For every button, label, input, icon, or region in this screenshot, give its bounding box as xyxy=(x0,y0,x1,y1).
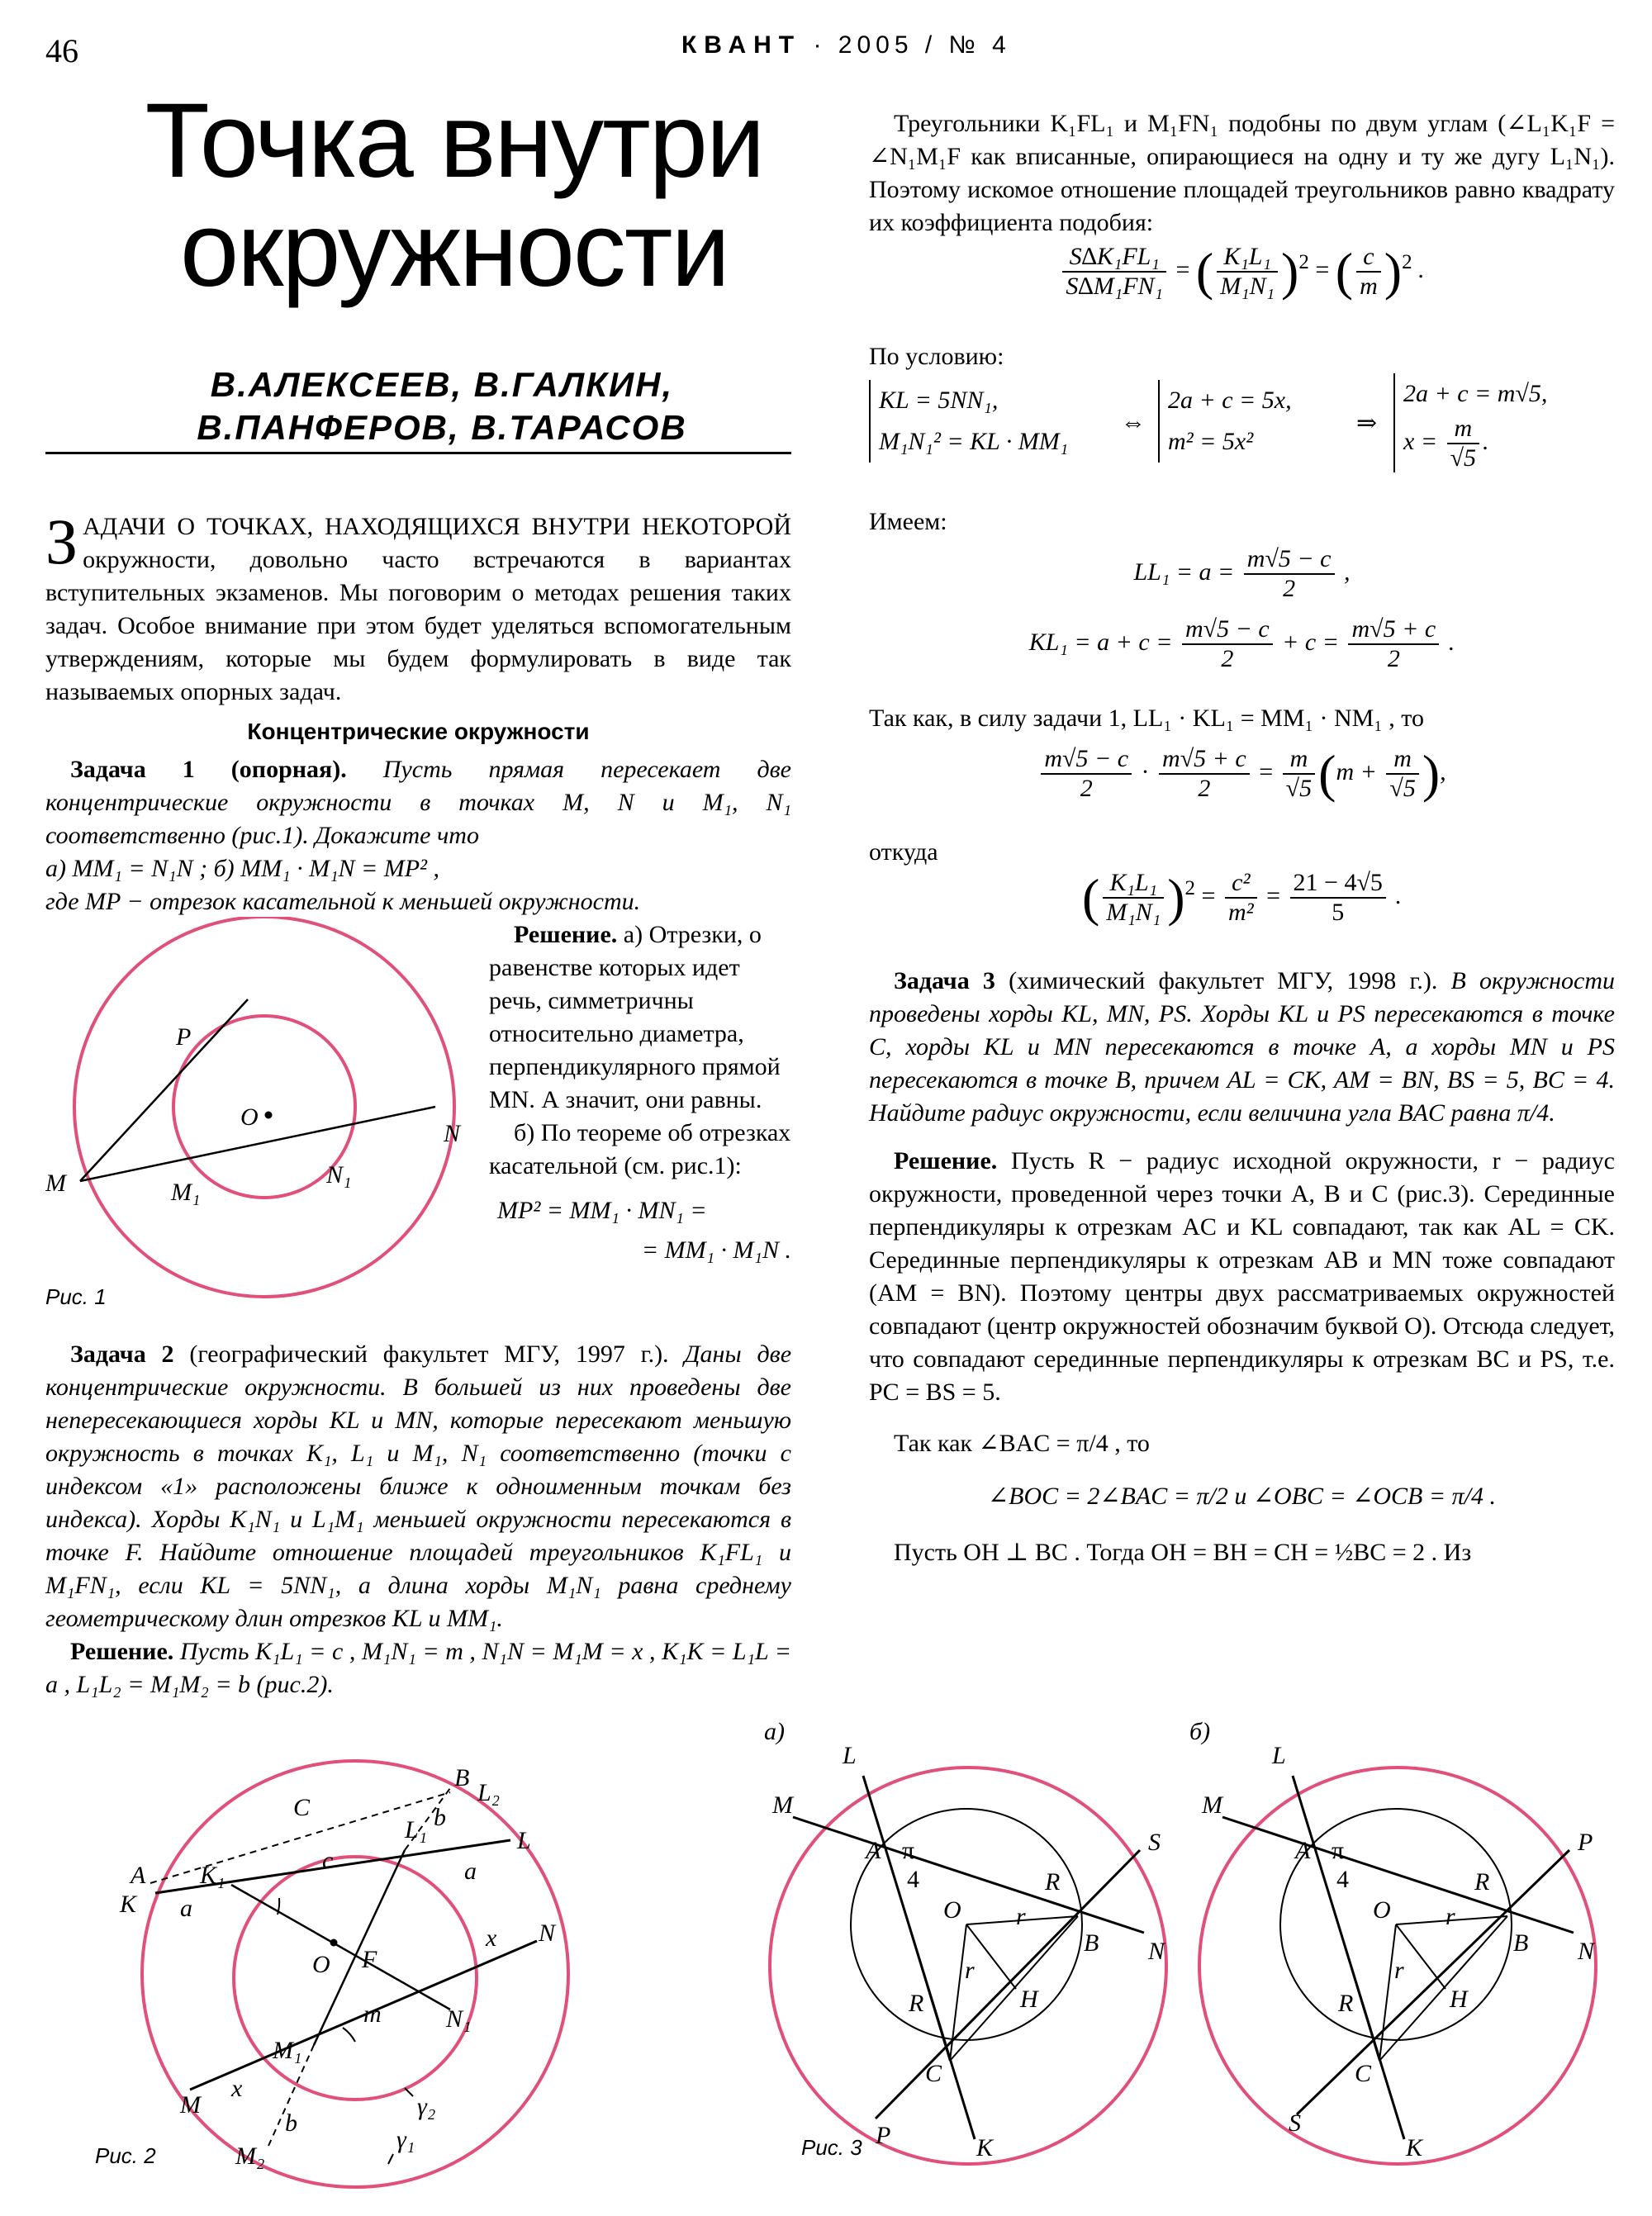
system-2-b: m² = 5x² xyxy=(1168,428,1254,455)
drop-cap: З xyxy=(45,505,78,577)
fig3b-label-A: A xyxy=(1295,1837,1311,1864)
fig2-label-a-right: a xyxy=(464,1858,477,1885)
ratio-c: c xyxy=(1356,243,1381,273)
dot-op: · xyxy=(1141,757,1150,785)
equation-angles: ∠BOC = 2∠BAC = π/2 и ∠OBC = ∠OCB = π/4 . xyxy=(988,1483,1496,1510)
ratio-mid-den: M₁N₁ xyxy=(1220,273,1275,300)
eq-KL1-plus: + c = xyxy=(1282,628,1339,656)
paren-open: ( xyxy=(1195,242,1214,301)
square-1: 2 xyxy=(1298,250,1309,273)
fig3a-label-R-left: R xyxy=(909,1990,924,2017)
eq-sign-4: = xyxy=(1201,881,1216,909)
fig2-label-M1: M₁ xyxy=(273,2037,302,2064)
fig2-label-K1: K₁ xyxy=(200,1862,225,1889)
problem-1-items: а) MM₁ = N₁N ; б) MM₁ · M₁N = MP² , xyxy=(45,855,440,882)
fig2-label-O: O xyxy=(312,1951,330,1978)
eq-LL1-num: m√5 − c xyxy=(1244,545,1335,575)
eq-sign: = xyxy=(1175,255,1190,283)
figure-3b-label: б) xyxy=(1189,1718,1211,1745)
fig3a-label-4: 4 xyxy=(907,1866,919,1893)
fig2-label-C: C xyxy=(293,1794,311,1821)
authors-line-1: В.АЛЕКСЕЕВ, В.ГАЛКИН, xyxy=(210,365,674,404)
eq-final-den1: M₁N₁ xyxy=(1106,899,1161,926)
eq-prod-frac1 xyxy=(1041,745,1132,803)
fig2-label-a-left: a xyxy=(180,1895,192,1922)
system-3-a: 2a + c = m√5, xyxy=(1403,380,1548,407)
eq-prod-m: m xyxy=(1283,745,1315,775)
ratio-den: S∆M₁FN₁ xyxy=(1066,273,1163,300)
fig3b-label-4: 4 xyxy=(1336,1866,1349,1893)
fig3b-label-B: B xyxy=(1513,1929,1529,1957)
paren-open-4: ( xyxy=(1082,868,1100,927)
problem-1-text: Пусть прямая пересекает две концентрические окружности в точках M, N и M₁, N₁ соответственно (рис.1). Докажите что xyxy=(45,756,791,849)
solution-1-eq2: = MM₁ · M₁N . xyxy=(641,1236,791,1264)
system-2-a: 2a + c = 5x, xyxy=(1168,387,1292,414)
fig2-label-N: N xyxy=(539,1919,556,1947)
problem-3-text: В окружности проведены хорды KL, MN, PS. Хорды KL и PS пересекаются в точке C, хорды KL и MN пересекаются в точке A, а хорды MN и PS пересекаются в точке B, причем AL = CK, AM = BN, BS = 5, BC = 4. Найдите радиус окружности, если величина угла BAC равна π/4. xyxy=(869,967,1615,1127)
fig2-label-M2: M₂ xyxy=(235,2142,265,2170)
fig3a-label-pi: π xyxy=(902,1837,915,1864)
fig3b-label-P: P xyxy=(1578,1829,1593,1856)
fig2-angle-arc-M1 xyxy=(343,2028,355,2042)
eq-KL1-den1: 2 xyxy=(1221,645,1234,672)
paren-open-3: ( xyxy=(1318,744,1336,803)
fig3b-label-r-top: r xyxy=(1446,1903,1455,1930)
eq-sign-2: = xyxy=(1315,255,1330,283)
fig2-center-dot xyxy=(330,1939,338,1947)
fig3b-label-H: H xyxy=(1450,1986,1468,2013)
solution-2-text: Пусть K₁L₁ = c , M₁N₁ = m , N₁N = M₁M = x , K₁K = L₁L = a , L₁L₂ = M₁M₂ = b (рис.2). xyxy=(45,1638,791,1698)
fig3a-label-B: B xyxy=(1084,1929,1099,1957)
ratio-frac-cm xyxy=(1356,243,1381,301)
eq-KL1-frac1 xyxy=(1182,615,1273,673)
solution-3-text: Пусть R − радиус исходной окружности, r − радиус окружности, проведенной через точки A, B и C (рис.3). Серединные перпендикуляры к отрезкам AC и KL совпадают, так как AL = CK. Серединные перпендикуляры к отрезкам AB и MN тоже совпадают (AM = BN). Поэтому центры двух рассматриваемых окружностей совпадают (центр окружностей обозначим буквой O). Отсюда следует, что совпадают серединные перпендикуляры к отрезкам BC и PS, т.е. PC = BS = 5. xyxy=(869,1147,1616,1406)
fig3a-side-CA xyxy=(890,1865,950,2061)
solution-1-b: б) По теореме об отрезках касательной (см. рис.1): xyxy=(489,1119,791,1179)
ratio-frac-k xyxy=(1217,243,1278,301)
authors-line-2: В.ПАНФЕРОВ, В.ТАРАСОВ xyxy=(197,408,687,447)
fig2-label-m: m xyxy=(363,2000,382,2028)
system-3-b-lhs: x = xyxy=(1403,427,1438,455)
figure-2 xyxy=(116,1751,586,2197)
fig3a-label-r-mid: r xyxy=(965,1957,975,1984)
fig3a-label-K: K xyxy=(976,2134,994,2161)
square-2: 2 xyxy=(1402,250,1412,273)
ratio-num: S∆K₁FL₁ xyxy=(1062,243,1166,273)
last-line: Пусть OH ⊥ BC . Тогда OH = BH = CH = ½BC = 2 . Из xyxy=(894,1539,1472,1566)
fig2-label-M: M xyxy=(180,2091,201,2119)
solution-3-label: Решение. xyxy=(894,1147,998,1174)
problem-3-label: Задача 3 xyxy=(894,967,995,994)
problem-2-source: (географический факультет МГУ, 1997 г.). xyxy=(189,1341,669,1368)
eq-prod-frac3 xyxy=(1283,745,1315,803)
fig2-label-L: L xyxy=(517,1827,531,1854)
system-equations xyxy=(869,380,1615,487)
similarity-paragraph: Треугольники K₁FL₁ и M₁FN₁ подобны по двум углам (∠L₁K₁F = ∠N₁M₁F как вписанные, опирающиеся на одну и ту же дугу L₁N₁). Поэтому искомое отношение площадей треугольников равно квадрату их коэффициента подобия: xyxy=(869,110,1615,236)
fig3b-label-O: O xyxy=(1373,1896,1391,1924)
fig1-outer-circle xyxy=(74,917,454,1297)
eq-LL1-frac xyxy=(1244,545,1335,603)
eq-final-frac2 xyxy=(1225,869,1257,927)
figure-1-caption: Рис. 1 xyxy=(45,1284,107,1309)
fig3b-label-C: C xyxy=(1355,2060,1372,2087)
fig3b-label-M: M xyxy=(1202,1791,1222,1819)
paren-close: ) xyxy=(1281,242,1299,301)
eq-prod-num1: m√5 − c xyxy=(1041,745,1132,775)
paren-close-3: ) xyxy=(1422,744,1441,803)
fig2-label-b-bottom: b xyxy=(285,2109,297,2137)
eq-prod-frac2 xyxy=(1159,745,1250,803)
fig3b-side-BC xyxy=(1379,1916,1507,2061)
problem-2-continued xyxy=(869,107,1615,240)
equation-LL1: LL₁ = a = $\frac{m√5 - c}{2}$ , xyxy=(1133,545,1351,602)
fig3b-label-K: K xyxy=(1406,2134,1423,2161)
fig3a-label-L: L xyxy=(843,1742,857,1769)
page-number: 46 xyxy=(45,32,78,69)
eq-prod-frac4 xyxy=(1386,745,1418,803)
ratio-mid-num: K₁L₁ xyxy=(1217,243,1278,273)
paren-close-4: ) xyxy=(1167,868,1185,927)
fig1-label-P: P xyxy=(176,1023,192,1051)
fig1-label-M1: M₁ xyxy=(171,1179,201,1206)
ratio-frac-s xyxy=(1062,243,1166,301)
eq-prod-den2: 2 xyxy=(1198,775,1211,802)
title-line-1: Точка внутри xyxy=(145,82,764,200)
equation-KL1: KL₁ = a + c = $\frac{m√5 - c}{2}$ + c = $\frac{m√5 + c}{2}$ . xyxy=(1028,615,1455,672)
journal-name: КВАНТ xyxy=(681,31,802,59)
intro-text: АДАЧИ О ТОЧКАХ, НАХОДЯЩИХСЯ ВНУТРИ НЕКОТОРОЙ окружности, довольно часто встречаются в вариантах вступительных экзаменов. Мы поговорим о методах решения таких задач. Особое внимание при этом будет уделяться вспомогательным утверждениям, которые мы будем формулировать в виде так называемых опорных задач. xyxy=(45,513,791,705)
since-task1: Так как, в силу задачи 1, LL₁ · KL₁ = MM₁ · NM₁ , то xyxy=(869,705,1424,732)
issue-number: · 2005 / № 4 xyxy=(813,31,1011,59)
paren-close-2: ) xyxy=(1384,242,1403,301)
fig3a-label-R-top: R xyxy=(1045,1868,1061,1896)
figure-3a-label: а) xyxy=(764,1718,785,1745)
fig3b-label-r-mid: r xyxy=(1394,1957,1404,1984)
fig2-label-F: F xyxy=(362,1946,377,1973)
fig2-label-b-top: b xyxy=(434,1804,446,1831)
eq-KL1-num2: m√5 + c xyxy=(1348,615,1439,645)
fig3a-side-BC xyxy=(950,1916,1078,2061)
fig3b-label-R-left: R xyxy=(1338,1990,1354,2017)
fig3a-label-C: C xyxy=(925,2060,942,2087)
fig1-center-dot xyxy=(265,1112,273,1119)
fig2-label-gamma1: γ₁ xyxy=(396,2126,415,2153)
paren-open-2: ( xyxy=(1335,242,1354,301)
problem-1 xyxy=(45,753,791,918)
running-header xyxy=(681,31,1011,59)
ratio-m: m xyxy=(1360,273,1378,300)
equation-final: ( $\frac{\text{K₁L₁}}{\text{M₁N₁}}$ )$^2$ = $\frac{\text{c²}}{\text{m²}}$ = $\frac{21 - 4√5}{5}$ . xyxy=(1082,868,1402,927)
system-3-num: m xyxy=(1447,415,1479,444)
fig2-outer-circle xyxy=(142,1761,568,2187)
fig3a-label-M: M xyxy=(772,1791,793,1819)
fig3a-label-O: O xyxy=(943,1896,961,1924)
eq-final-frac3 xyxy=(1290,869,1386,927)
eq-prod-den1: 2 xyxy=(1080,775,1093,802)
title-rule xyxy=(45,452,791,454)
problem-3 xyxy=(869,965,1615,1569)
have-label: Имеем: xyxy=(869,508,947,535)
whence: откуда xyxy=(869,838,938,866)
eq-prod-sqrt5: √5 xyxy=(1285,775,1313,802)
fig3a-label-P: P xyxy=(876,2122,891,2149)
fig2-label-gamma2: γ₂ xyxy=(417,2093,436,2120)
fig3b-label-N: N xyxy=(1578,1938,1595,1965)
authors xyxy=(99,363,785,449)
fig2-inner-circle xyxy=(234,1857,477,2100)
fig1-label-N1: N₁ xyxy=(326,1161,352,1189)
since-bac: Так как ∠BAC = π/4 , то xyxy=(894,1430,1150,1457)
fig2-label-A: A xyxy=(131,1862,146,1889)
implies-arrow: ⇒ xyxy=(1356,410,1378,437)
fig1-label-O: O xyxy=(240,1103,259,1131)
eq-sign-5: = xyxy=(1266,881,1281,909)
problem-2-text: Даны две концентрические окружности. В большей из них проведены две непересекающиеся хорды KL и MN, которые пересекают меньшую окружность в точках K₁, L₁ и M₁, N₁ соответственно (точки с индексом «1» расположены ближе к одноименным точкам без индекса). Хорды K₁N₁ и L₁M₁ меньшей окружности пересекаются в точке F. Найдите отношение площадей треугольников K₁FL₁ и M₁FN₁, если KL = 5NN₁, а длина хорды M₁N₁ равна среднему геометрическому длин отрезков KL и MM₁. xyxy=(45,1341,792,1632)
fig2-label-L2: L₂ xyxy=(477,1779,501,1806)
eq-final-frac1 xyxy=(1103,869,1164,927)
fig1-tangent-line xyxy=(80,999,248,1181)
figure-3-caption: Рис. 3 xyxy=(801,2135,862,2160)
fig2-chord-K1N1 xyxy=(231,1885,450,2010)
square-3: 2 xyxy=(1184,876,1196,899)
system-3 xyxy=(1393,373,1547,472)
equation-area-ratio: $\frac{\text{S∆K₁FL₁}}{\text{S∆M₁FN₁}}$ = ( $\frac{\text{K₁L₁}}{\text{M₁N₁}}$ )$^2$ = ( $\frac{c}{m}$ )$^2$ . xyxy=(869,241,1615,340)
eq-final-den3: 5 xyxy=(1332,899,1345,926)
system-1-b: M₁N₁² = KL · MM₁ xyxy=(879,428,1069,455)
problem-3-source: (химический факультет МГУ, 1998 г.). xyxy=(1009,967,1438,994)
system-2 xyxy=(1158,380,1292,463)
eq-prod-sqrt5-2: √5 xyxy=(1389,775,1416,802)
fig2-label-B: B xyxy=(454,1764,470,1791)
system-1-a: KL = 5NN₁, xyxy=(879,387,999,414)
eq-final-num1: K₁L₁ xyxy=(1103,869,1164,899)
equiv-arrow: ⇔ xyxy=(1121,409,1146,436)
intro-paragraph xyxy=(45,505,791,709)
problem-2-label: Задача 2 xyxy=(70,1341,174,1368)
fig2-label-x-left: x xyxy=(231,2075,243,2102)
fig2-label-K: K xyxy=(120,1891,137,1918)
fig3b-label-R-top: R xyxy=(1474,1868,1490,1896)
eq-KL1-den2: 2 xyxy=(1387,645,1400,672)
equation-product: $\frac{m√5 - c}{2}$ · $\frac{m√5 + c}{2}$ = $\frac{m}{√5}$ (m + $\frac{m}{√5}$ ), xyxy=(869,743,1615,804)
system-3-b: x = $\frac{m}{√5}$ . xyxy=(1403,415,1489,472)
eq-LL1-lhs: LL₁ = a = xyxy=(1133,558,1235,586)
fig3b-side-AC xyxy=(1320,1865,1379,2061)
fig3a-label-H: H xyxy=(1020,1986,1038,2013)
eq-final-den2: m² xyxy=(1227,899,1254,926)
fig3b-chord-MN xyxy=(1222,1817,1574,1933)
eq-KL1-lhs: KL₁ = a + c = xyxy=(1028,628,1173,656)
eq-LL1-den: 2 xyxy=(1283,575,1296,602)
fig3a-label-N: N xyxy=(1148,1938,1165,1965)
fig2-gamma2-tick xyxy=(405,2088,413,2096)
fig3b-label-pi: π xyxy=(1332,1837,1345,1864)
eq-KL1-frac2 xyxy=(1348,615,1439,673)
system-1 xyxy=(869,380,1068,463)
problem-2 xyxy=(45,1338,791,1701)
system-3-den: √5 xyxy=(1450,444,1477,472)
eq-KL1-num1: m√5 − c xyxy=(1182,615,1273,645)
solution-2-label: Решение. xyxy=(70,1638,174,1665)
eq-final-num2: c² xyxy=(1225,869,1257,899)
fig3b-label-S: S xyxy=(1289,2109,1301,2137)
by-condition: По условию: xyxy=(869,343,1004,370)
eq-prod-inner: m + xyxy=(1336,757,1377,785)
fig3a-chord-MN xyxy=(793,1817,1144,1933)
fig2-gamma1-tick xyxy=(388,2154,393,2164)
article-title xyxy=(83,82,826,309)
fig3b-label-L: L xyxy=(1272,1742,1286,1769)
figure-3a xyxy=(760,1726,1206,2172)
fig3a-label-A: A xyxy=(866,1837,881,1864)
eq-prod-num2: m√5 + c xyxy=(1159,745,1250,775)
fig2-label-x-right: x xyxy=(486,1924,497,1952)
fig3a-label-S: S xyxy=(1148,1829,1161,1856)
solution-1-a: а) Отрезки, о равенстве которых идет речь, симметричны относительно диаметра, перпендикулярного прямой MN. А значит, они равны. xyxy=(489,921,781,1113)
fig2-label-L1: L₁ xyxy=(405,1816,428,1844)
problem-1-where: где MP − отрезок касательной к меньшей окружности. xyxy=(45,888,641,915)
eq-final-num3: 21 − 4√5 xyxy=(1290,869,1386,899)
solution-1-label: Решение. xyxy=(514,921,618,948)
system-3-frac xyxy=(1447,415,1479,472)
fig3a-label-r-top: r xyxy=(1016,1903,1026,1930)
fig2-label-c: c xyxy=(322,1847,334,1874)
figure-1 xyxy=(45,917,491,1322)
figure-2-caption: Рис. 2 xyxy=(95,2143,156,2168)
solution-1 xyxy=(489,918,791,1267)
section-heading: Концентрические окружности xyxy=(247,719,590,744)
eq-prod-m2: m xyxy=(1386,745,1418,775)
fig2-label-N1: N₁ xyxy=(446,2005,472,2033)
title-line-2: окружности xyxy=(180,191,729,309)
solution-1-eq1: MP² = MM₁ · MN₁ = xyxy=(497,1197,707,1224)
eq-sign-3: = xyxy=(1259,757,1274,785)
problem-1-label: Задача 1 (опорная). xyxy=(70,756,347,783)
fig1-label-N: N xyxy=(444,1120,461,1147)
fig1-label-M: M xyxy=(45,1170,66,1197)
figure-3b xyxy=(1189,1726,1635,2172)
